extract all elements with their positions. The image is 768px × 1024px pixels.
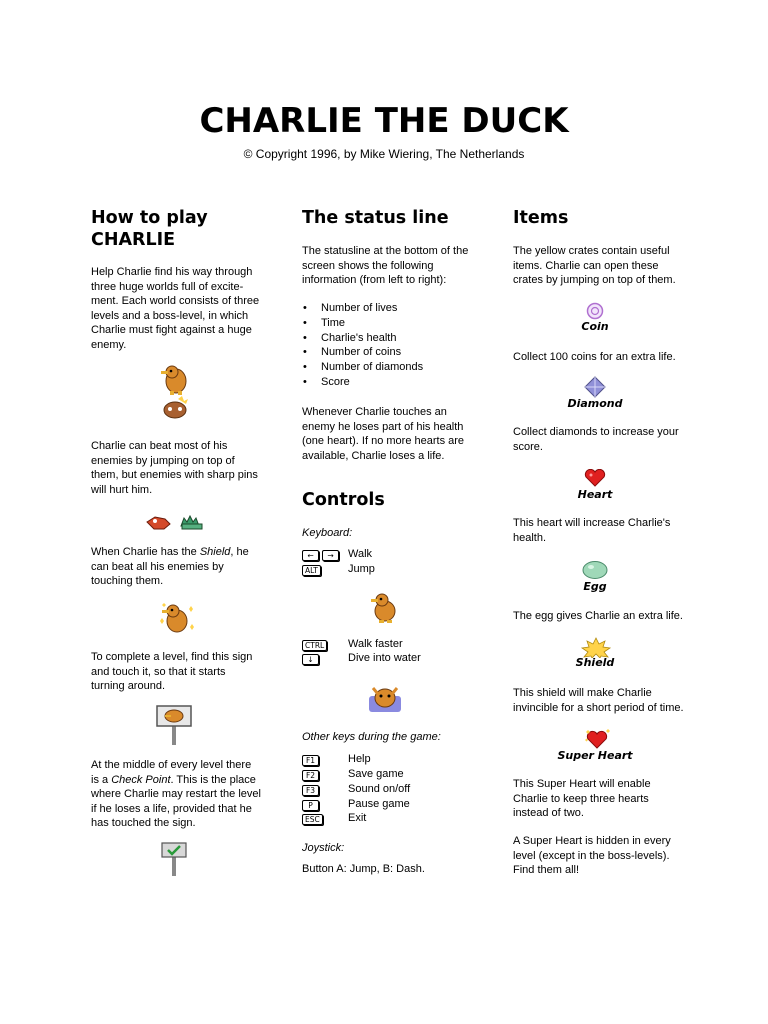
keyboard-label: Keyboard: — [302, 527, 353, 539]
f2-key: F2 — [302, 770, 319, 781]
alt-key: ALT — [302, 565, 321, 576]
key-row-save: F2 Save game — [302, 767, 482, 782]
key-row-sound: F3 Sound on/off — [302, 782, 482, 797]
finish-sign-sprite — [156, 705, 192, 745]
duck-stomp-sprite — [158, 363, 192, 425]
heart-caption: Heart — [577, 488, 613, 501]
key-row-dive: ↓ Dive into water — [302, 651, 482, 666]
checkpoint-sign-sprite — [161, 842, 187, 876]
duck-shield-sprite — [156, 601, 196, 635]
down-arrow-key: ↓ — [302, 654, 319, 665]
super-heart-caption: Super Heart — [557, 749, 633, 762]
shield-icon — [580, 636, 612, 658]
p-key: P — [302, 800, 319, 811]
super-heart-text: This Super Heart will enable Charlie to keep three hearts instead of two. — [513, 778, 651, 819]
ctrl-key: CTRL — [302, 640, 327, 651]
health-paragraph: Whenever Charlie touches an enemy he loses part of his health (one heart). If no more hearts are available, Charlie loses a life. — [302, 406, 465, 462]
checkpoint-paragraph: At the middle of every level there is a Check Point. This is the place where Charlie may restart the level if he loses a life, provided that he has touched the sign. — [91, 759, 261, 829]
f1-key: F1 — [302, 755, 319, 766]
list-item: • Charlie's health — [303, 331, 423, 346]
beat-enemies-paragraph: Charlie can beat most of his enemies by jumping on top of them, but enemies with sharp pins will hurt him. — [91, 440, 258, 496]
list-item: • Score — [303, 375, 423, 390]
coin-caption: Coin — [581, 320, 609, 333]
heading-status-line: The status line — [302, 208, 449, 228]
copyright-line: © Copyright 1996, by Mike Wiering, The Netherlands — [243, 147, 525, 161]
f3-key: F3 — [302, 785, 319, 796]
list-item: • Number of coins — [303, 345, 423, 360]
diving-duck-sprite — [367, 682, 403, 714]
heading-controls: Controls — [302, 490, 385, 510]
egg-text: The egg gives Charlie an extra life. — [513, 610, 683, 622]
heart-text: This heart will increase Charlie's health. — [513, 517, 671, 544]
page-title: CHARLIE THE DUCK — [199, 101, 569, 141]
list-item: • Number of lives — [303, 301, 423, 316]
right-arrow-key: → — [322, 550, 339, 561]
joystick-text: Button A: Jump, B: Dash. — [302, 863, 425, 875]
super-heart-icon — [582, 728, 610, 750]
key-row-help: F1 Help — [302, 752, 482, 767]
key-row-walk: ← → Walk — [302, 547, 482, 562]
heart-icon — [584, 469, 606, 487]
status-list — [303, 301, 423, 390]
super-heart-text-2: A Super Heart is hidden in every level (except in the boss-levels). Find them all! — [513, 835, 671, 876]
diamond-caption: Diamond — [567, 397, 623, 410]
duck-sprite — [369, 590, 399, 624]
joystick-label: Joystick: — [302, 842, 345, 854]
coin-icon — [585, 302, 605, 320]
diamond-text: Collect diamonds to increase your score. — [513, 426, 679, 453]
shield-text: This shield will make Charlie invincible for a short period of time. — [513, 687, 684, 714]
finish-sign-paragraph: To complete a level, find this sign and touch it, so that it starts turning around. — [91, 651, 253, 692]
esc-key: ESC — [302, 814, 323, 825]
intro-paragraph: Help Charlie find his way through three huge worlds full of excite- ment. Each world consists of three levels and a boss-level, in which Charlie must fight against a huge enemy. — [91, 266, 260, 351]
key-row-pause: P Pause game — [302, 797, 482, 812]
items-intro-paragraph: The yellow crates contain useful items. Charlie can open these crates by jumping on top of them. — [513, 245, 676, 286]
heading-items: Items — [513, 208, 569, 228]
key-row-exit: ESC Exit — [302, 811, 482, 826]
egg-caption: Egg — [583, 580, 607, 593]
key-row-jump: ALT Jump — [302, 562, 482, 577]
status-intro-paragraph: The statusline at the bottom of the screen shows the following information (from left to right): — [302, 245, 469, 286]
shield-paragraph: When Charlie has the Shield, he can beat all his enemies by touching them. — [91, 546, 249, 587]
egg-icon — [582, 560, 608, 580]
coin-text: Collect 100 coins for an extra life. — [513, 351, 676, 363]
enemies-sprite — [145, 512, 205, 532]
list-item: • Number of diamonds — [303, 360, 423, 375]
diamond-icon — [584, 376, 606, 398]
other-keys-label: Other keys during the game: — [302, 731, 441, 743]
left-arrow-key: ← — [302, 550, 319, 561]
list-item: • Time — [303, 316, 423, 331]
key-row-walk-faster: CTRL Walk faster — [302, 637, 482, 652]
shield-caption: Shield — [575, 656, 615, 669]
heading-how-to-play: How to play CHARLIE — [91, 208, 208, 250]
